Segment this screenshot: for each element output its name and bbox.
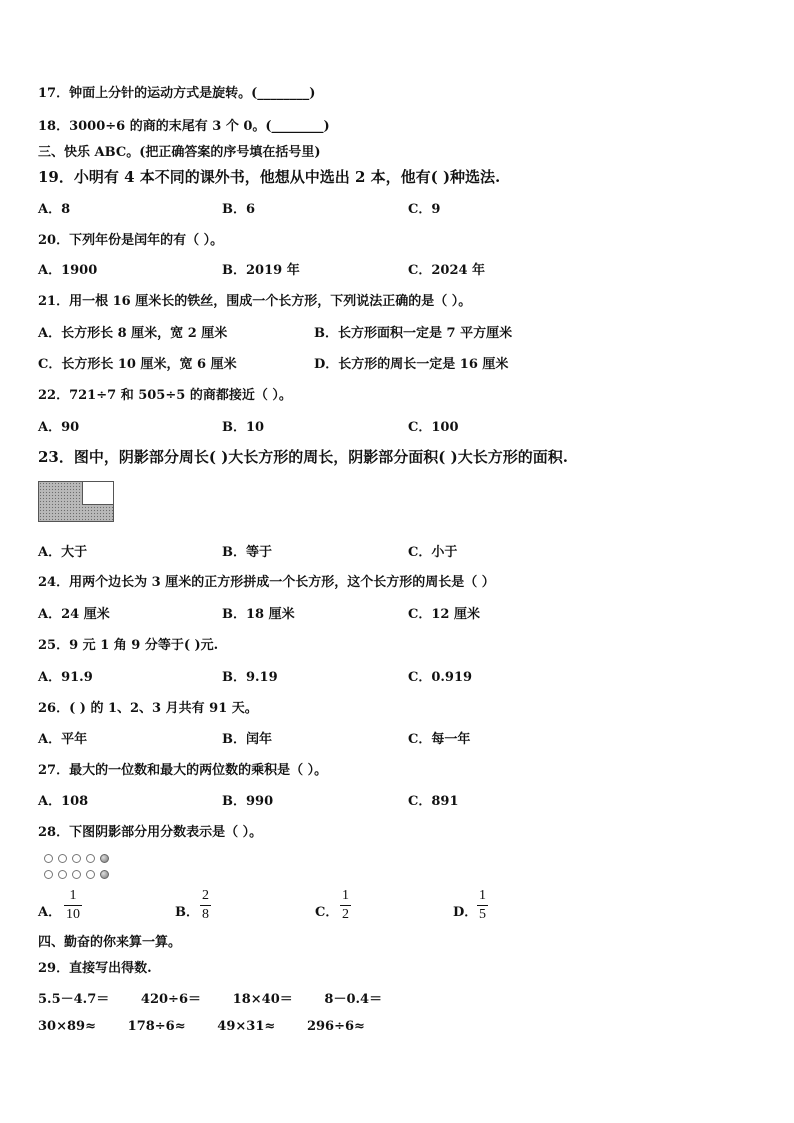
- q27: 27．最大的一位数和最大的两位数的乘积是（ ）。: [38, 763, 328, 778]
- q24-option-c: C．12 厘米: [408, 607, 480, 622]
- fraction-a-denominator: 10: [66, 907, 80, 922]
- q22-option-a: A．90: [38, 420, 80, 435]
- q27-option-c: C．891: [408, 794, 459, 809]
- q21-option-c: C．长方形长 10 厘米，宽 6 厘米: [38, 357, 237, 372]
- q28-option-d: D．: [453, 905, 478, 920]
- calc-row-1: 5.5－4.7＝ 420÷6＝ 18×40＝ 8－0.4＝: [38, 992, 383, 1007]
- q19-option-c: C．9: [408, 202, 441, 217]
- q28-option-a: A．: [38, 905, 62, 920]
- q17: 17．钟面上分针的运动方式是旋转。(________): [38, 86, 316, 101]
- q28: 28．下图阴影部分用分数表示是（ ）。: [38, 825, 263, 840]
- q18: 18．3000÷6 的商的末尾有 3 个 0。(________): [38, 119, 330, 134]
- circle-shaded: [100, 854, 109, 863]
- q23-option-c: C．小于: [408, 545, 458, 560]
- q25: 25．9 元 1 角 9 分等于( )元.: [38, 638, 219, 653]
- q23-figure: [38, 481, 114, 522]
- circle: [72, 870, 81, 879]
- fraction-b-denominator: 8: [202, 907, 209, 922]
- fraction-d-denominator: 5: [479, 907, 486, 922]
- q23-figure-unshaded: [82, 482, 113, 505]
- section-3-heading: 三、快乐 ABC。(把正确答案的序号填在括号里): [38, 145, 321, 160]
- q26-option-a: A．平年: [38, 732, 88, 747]
- q28-option-c: C．: [315, 905, 339, 920]
- circle: [86, 870, 95, 879]
- fraction-c-numerator: 1: [342, 888, 349, 903]
- q24-option-a: A．24 厘米: [38, 607, 110, 622]
- calc-row-2: 30×89≈ 178÷6≈ 49×31≈ 296÷6≈: [38, 1019, 365, 1034]
- fraction-b: [200, 889, 211, 922]
- q21: 21．用一根 16 厘米长的铁丝，围成一个长方形，下列说法正确的是（ ）。: [38, 294, 472, 309]
- q27-option-b: B．990: [222, 794, 274, 809]
- q23-option-a: A．大于: [38, 545, 88, 560]
- q19-option-a: A．8: [38, 202, 71, 217]
- q24: 24．用两个边长为 3 厘米的正方形拼成一个长方形，这个长方形的周长是（ ）: [38, 575, 495, 590]
- q22-option-c: C．100: [408, 420, 459, 435]
- q23: 23．图中，阴影部分周长( )大长方形的周长，阴影部分面积( )大长方形的面积.: [38, 448, 568, 466]
- circle: [44, 854, 53, 863]
- circle-shaded: [100, 870, 109, 879]
- q22-option-b: B．10: [222, 420, 265, 435]
- q28-option-b: B．: [175, 905, 199, 920]
- q26: 26．( ) 的 1、2、3 月共有 91 天。: [38, 701, 258, 716]
- q25-option-a: A．91.9: [38, 670, 93, 685]
- q21-option-b: B．长方形面积一定是 7 平方厘米: [314, 326, 513, 341]
- q22: 22．721÷7 和 505÷5 的商都接近（ ）。: [38, 388, 292, 403]
- fraction-c-denominator: 2: [342, 907, 349, 922]
- fraction-d: [477, 889, 488, 922]
- fraction-c: [340, 889, 351, 922]
- q29: 29．直接写出得数.: [38, 961, 152, 976]
- q21-option-d: D．长方形的周长一定是 16 厘米: [314, 357, 509, 372]
- q26-option-c: C．每一年: [408, 732, 471, 747]
- q20-option-b: B．2019 年: [222, 263, 300, 278]
- q23-option-b: B．等于: [222, 545, 272, 560]
- circle: [86, 854, 95, 863]
- section-4-heading: 四、勤奋的你来算一算。: [38, 935, 182, 950]
- fraction-b-numerator: 2: [202, 888, 209, 903]
- q26-option-b: B．闰年: [222, 732, 272, 747]
- q20: 20．下列年份是闰年的有（ ）。: [38, 233, 224, 248]
- q25-option-b: B．9.19: [222, 670, 278, 685]
- q20-option-c: C．2024 年: [408, 263, 486, 278]
- q21-option-a: A．长方形长 8 厘米，宽 2 厘米: [38, 326, 228, 341]
- fraction-d-numerator: 1: [479, 888, 486, 903]
- q20-option-a: A．1900: [38, 263, 98, 278]
- circle: [58, 870, 67, 879]
- q19: 19．小明有 4 本不同的课外书，他想从中选出 2 本，他有( )种选法.: [38, 168, 501, 186]
- q25-option-c: C．0.919: [408, 670, 473, 685]
- fraction-a-numerator: 1: [69, 888, 77, 903]
- q19-option-b: B．6: [222, 202, 256, 217]
- circle: [58, 854, 67, 863]
- q24-option-b: B．18 厘米: [222, 607, 295, 622]
- fraction-a: [64, 889, 82, 922]
- q27-option-a: A．108: [38, 794, 89, 809]
- circle: [44, 870, 53, 879]
- circle: [72, 854, 81, 863]
